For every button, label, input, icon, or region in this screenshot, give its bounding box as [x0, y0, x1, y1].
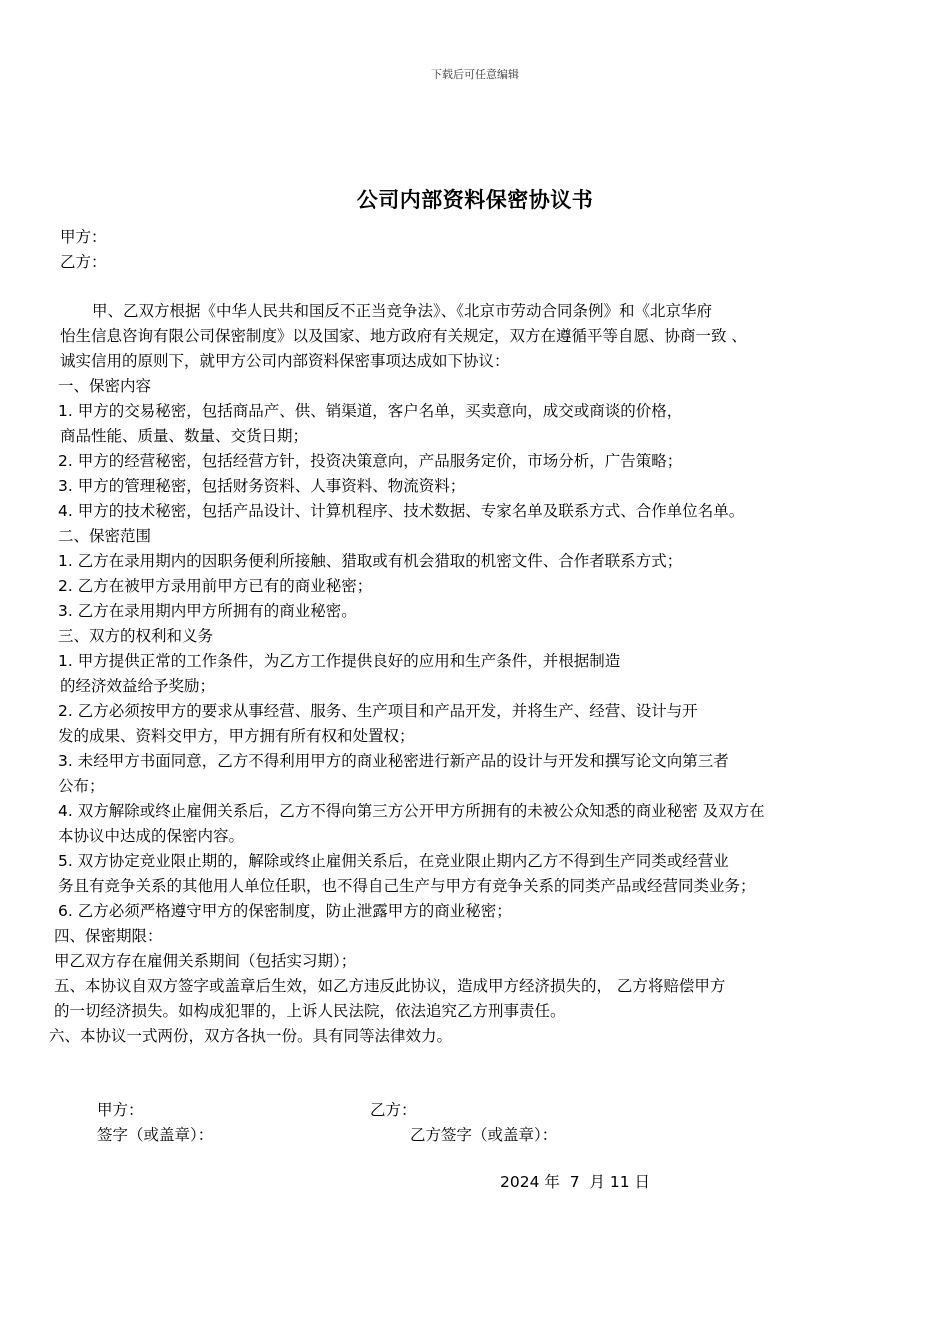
body-line: 4. 双方解除或终止雇佣关系后，乙方不得向第三方公开甲方所拥有的未被公众知悉的商业秘密 及双方在: [58, 802, 765, 820]
signature-date: 2024 年 7 月 11 日: [500, 1173, 651, 1191]
body-line: 的经济效益给予奖励；: [60, 677, 216, 695]
body-line: 公布；: [58, 777, 105, 795]
section-heading: 三、双方的权利和义务: [58, 627, 214, 645]
body-line: 发的成果、资料交甲方，甲方拥有所有权和处置权；: [58, 727, 415, 745]
body-line: 1. 乙方在录用期内的因职务便利所接触、猎取或有机会猎取的机密文件、合作者联系方式；: [58, 552, 683, 570]
header-note: 下载后可任意编辑: [431, 68, 519, 81]
section-heading: 四、保密期限：: [54, 927, 163, 945]
signature-sign-b: 乙方签字（或盖章）：: [410, 1126, 558, 1144]
body-line: 的一切经济损失。如构成犯罪的，上诉人民法院，依法追究乙方刑事责任。: [54, 1002, 566, 1020]
body-line: 6. 乙方必须严格遵守甲方的保密制度，防止泄露甲方的商业秘密；: [58, 902, 512, 920]
body-line: 1. 甲方的交易秘密，包括商品产、供、销渠道，客户名单，买卖意向，成交或商谈的价格，: [58, 402, 683, 420]
document-title: 公司内部资料保密协议书: [356, 188, 594, 212]
body-line: 本协议中达成的保密内容。: [58, 827, 245, 845]
body-line: 3. 未经甲方书面同意，乙方不得利用甲方的商业秘密进行新产品的设计与开发和撰写论文向第三者: [58, 752, 729, 770]
body-line: 商品性能、质量、数量、交货日期；: [60, 427, 309, 445]
body-line: 务且有竞争关系的其他用人单位任职，也不得自己生产与甲方有竞争关系的同类产品或经营同类业务；: [58, 877, 756, 895]
signature-party-b: 乙方：: [370, 1101, 417, 1119]
body-line: 5. 双方协定竞业限止期的，解除或终止雇佣关系后，在竞业限止期内乙方不得到生产同类或经营业: [58, 852, 729, 870]
signature-sign-a: 签字（或盖章）：: [97, 1126, 214, 1144]
body-line: 2. 甲方的经营秘密，包括经营方针，投资决策意向，产品服务定价，市场分析，广告策略；: [58, 452, 683, 470]
section-heading: 一、保密内容: [58, 377, 152, 395]
body-line: 诚实信用的原则下，就甲方公司内部资料保密事项达成如下协议：: [60, 352, 510, 370]
section-heading: 六、本协议一式两份，双方各执一份。具有同等法律效力。: [49, 1027, 453, 1045]
body-line: 1. 甲方提供正常的工作条件，为乙方工作提供良好的应用和生产条件，并根据制造: [58, 652, 621, 670]
signature-party-a: 甲方：: [97, 1101, 144, 1119]
section-heading: 二、保密范围: [58, 527, 152, 545]
body-line: 3. 乙方在录用期内甲方所拥有的商业秘密。: [58, 602, 357, 620]
party-b-label: 乙方：: [60, 253, 107, 271]
party-a-label: 甲方：: [60, 228, 107, 246]
section-heading: 五、本协议自双方签字或盖章后生效，如乙方违反此协议，造成甲方经济损失的， 乙方将赔偿甲方: [54, 977, 726, 995]
body-line: 甲、乙双方根据《中华人民共和国反不正当竞争法》、《北京市劳动合同条例》和《北京华府: [92, 302, 713, 320]
body-line: 2. 乙方必须按甲方的要求从事经营、服务、生产项目和产品开发，并将生产、经营、设计与开: [58, 702, 698, 720]
body-line: 3. 甲方的管理秘密，包括财务资料、人事资料、物流资料；: [58, 477, 466, 495]
body-line: 甲乙双方存在雇佣关系期间（包括实习期）；: [54, 952, 357, 970]
body-line: 4. 甲方的技术秘密，包括产品设计、计算机程序、技术数据、专家名单及联系方式、合作单位名单。: [58, 502, 745, 520]
body-line: 怡生信息咨询有限公司保密制度》以及国家、地方政府有关规定，双方在遵循平等自愿、协商一致 、: [60, 327, 747, 345]
body-line: 2. 乙方在被甲方录用前甲方已有的商业秘密；: [58, 577, 373, 595]
